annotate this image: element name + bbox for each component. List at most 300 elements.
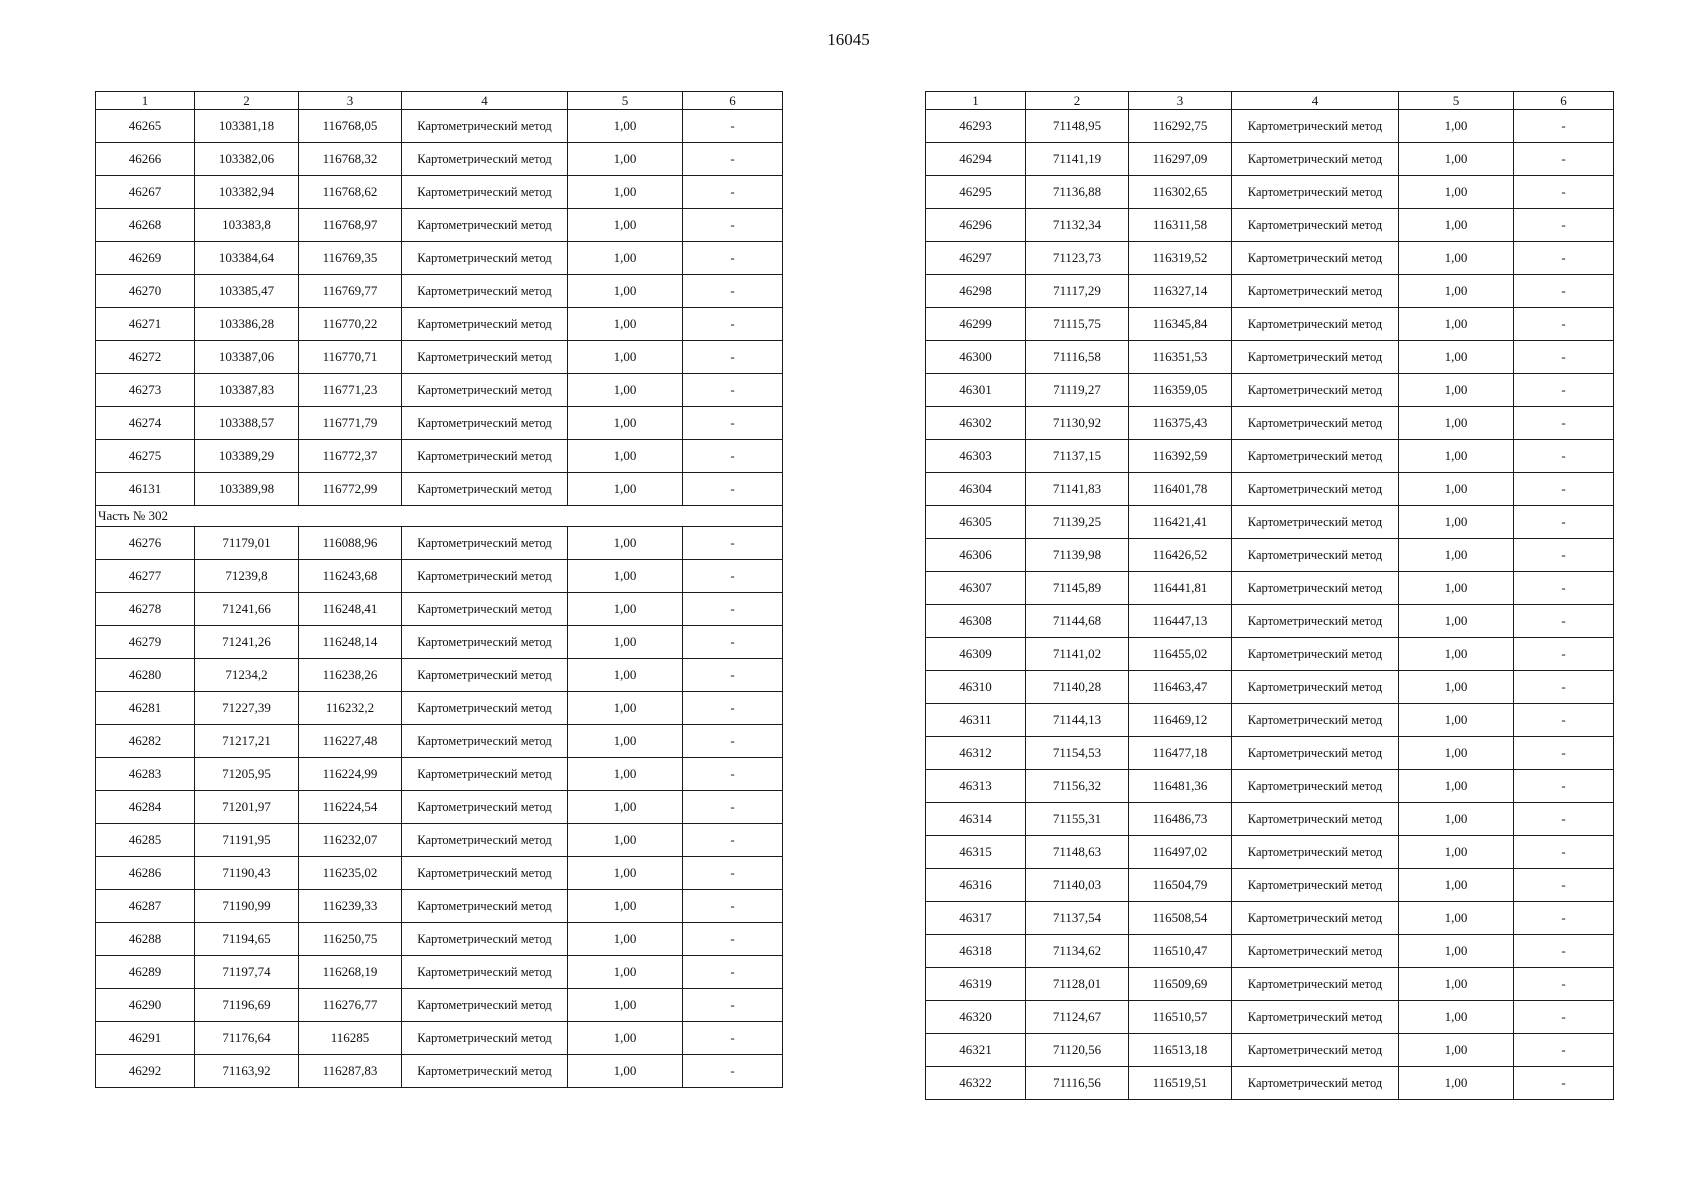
x-coordinate-cell: 71196,69 [195, 989, 299, 1022]
x-coordinate-cell: 103388,57 [195, 407, 299, 440]
precision-cell: 1,00 [568, 923, 683, 956]
precision-cell: 1,00 [568, 374, 683, 407]
description-cell: - [683, 176, 783, 209]
point-number-cell: 46305 [926, 506, 1026, 539]
description-cell: - [683, 440, 783, 473]
y-coordinate-cell: 116441,81 [1129, 572, 1232, 605]
description-cell: - [683, 758, 783, 791]
x-coordinate-cell: 103389,29 [195, 440, 299, 473]
table-row [96, 890, 783, 923]
method-cell: Картометрический метод [402, 242, 568, 275]
precision-cell: 1,00 [568, 956, 683, 989]
x-coordinate-cell: 71148,63 [1026, 836, 1129, 869]
x-coordinate-cell: 71116,56 [1026, 1067, 1129, 1100]
method-cell: Картометрический метод [402, 407, 568, 440]
point-number-cell: 46265 [96, 110, 195, 143]
precision-cell: 1,00 [568, 176, 683, 209]
point-number-cell: 46308 [926, 605, 1026, 638]
y-coordinate-cell: 116771,23 [299, 374, 402, 407]
x-coordinate-cell: 71140,03 [1026, 869, 1129, 902]
precision-cell: 1,00 [1399, 770, 1514, 803]
header-cell: 4 [1232, 92, 1399, 110]
point-number-cell: 46267 [96, 176, 195, 209]
header-cell: 5 [1399, 92, 1514, 110]
y-coordinate-cell: 116345,84 [1129, 308, 1232, 341]
precision-cell: 1,00 [1399, 374, 1514, 407]
precision-cell: 1,00 [1399, 671, 1514, 704]
method-cell: Картометрический метод [1232, 1034, 1399, 1067]
description-cell: - [1514, 341, 1614, 374]
method-cell: Картометрический метод [402, 593, 568, 626]
table-row [96, 1022, 783, 1055]
y-coordinate-cell: 116359,05 [1129, 374, 1232, 407]
y-coordinate-cell: 116088,96 [299, 527, 402, 560]
precision-cell: 1,00 [568, 791, 683, 824]
point-number-cell: 46271 [96, 308, 195, 341]
method-cell: Картометрический метод [1232, 506, 1399, 539]
point-number-cell: 46295 [926, 176, 1026, 209]
x-coordinate-cell: 103385,47 [195, 275, 299, 308]
method-cell: Картометрический метод [1232, 341, 1399, 374]
y-coordinate-cell: 116469,12 [1129, 704, 1232, 737]
x-coordinate-cell: 71137,54 [1026, 902, 1129, 935]
x-coordinate-cell: 71141,19 [1026, 143, 1129, 176]
point-number-cell: 46310 [926, 671, 1026, 704]
x-coordinate-cell: 71156,32 [1026, 770, 1129, 803]
description-cell: - [1514, 704, 1614, 737]
table-row [926, 1001, 1614, 1034]
precision-cell: 1,00 [1399, 209, 1514, 242]
method-cell: Картометрический метод [1232, 176, 1399, 209]
point-number-cell: 46283 [96, 758, 195, 791]
description-cell: - [683, 725, 783, 758]
description-cell: - [1514, 473, 1614, 506]
precision-cell: 1,00 [1399, 836, 1514, 869]
table-row [926, 209, 1614, 242]
x-coordinate-cell: 71154,53 [1026, 737, 1129, 770]
x-coordinate-cell: 71140,28 [1026, 671, 1129, 704]
x-coordinate-cell: 71137,15 [1026, 440, 1129, 473]
description-cell: - [683, 143, 783, 176]
precision-cell: 1,00 [568, 1022, 683, 1055]
table-row [96, 341, 783, 374]
point-number-cell: 46307 [926, 572, 1026, 605]
description-cell: - [1514, 836, 1614, 869]
method-cell: Картометрический метод [1232, 539, 1399, 572]
table-row [96, 692, 783, 725]
method-cell: Картометрический метод [1232, 770, 1399, 803]
x-coordinate-cell: 71116,58 [1026, 341, 1129, 374]
precision-cell: 1,00 [568, 1055, 683, 1088]
y-coordinate-cell: 116287,83 [299, 1055, 402, 1088]
y-coordinate-cell: 116519,51 [1129, 1067, 1232, 1100]
table-row [96, 824, 783, 857]
x-coordinate-cell: 71191,95 [195, 824, 299, 857]
precision-cell: 1,00 [1399, 1034, 1514, 1067]
method-cell: Картометрический метод [402, 440, 568, 473]
method-cell: Картометрический метод [402, 308, 568, 341]
table-row [926, 1067, 1614, 1100]
x-coordinate-cell: 71148,95 [1026, 110, 1129, 143]
description-cell: - [683, 308, 783, 341]
point-number-cell: 46277 [96, 560, 195, 593]
y-coordinate-cell: 116302,65 [1129, 176, 1232, 209]
description-cell: - [683, 110, 783, 143]
table-row [96, 593, 783, 626]
description-cell: - [1514, 110, 1614, 143]
x-coordinate-cell: 103381,18 [195, 110, 299, 143]
description-cell: - [1514, 308, 1614, 341]
precision-cell: 1,00 [1399, 638, 1514, 671]
point-number-cell: 46321 [926, 1034, 1026, 1067]
table-row [926, 869, 1614, 902]
y-coordinate-cell: 116497,02 [1129, 836, 1232, 869]
description-cell: - [683, 1022, 783, 1055]
header-cell: 4 [402, 92, 568, 110]
precision-cell: 1,00 [568, 692, 683, 725]
table-row [96, 275, 783, 308]
method-cell: Картометрический метод [402, 110, 568, 143]
y-coordinate-cell: 116769,77 [299, 275, 402, 308]
y-coordinate-cell: 116463,47 [1129, 671, 1232, 704]
point-number-cell: 46276 [96, 527, 195, 560]
method-cell: Картометрический метод [1232, 803, 1399, 836]
point-number-cell: 46296 [926, 209, 1026, 242]
description-cell: - [683, 956, 783, 989]
description-cell: - [683, 209, 783, 242]
precision-cell: 1,00 [568, 659, 683, 692]
y-coordinate-cell: 116248,41 [299, 593, 402, 626]
x-coordinate-cell: 71197,74 [195, 956, 299, 989]
header-cell: 5 [568, 92, 683, 110]
y-coordinate-cell: 116250,75 [299, 923, 402, 956]
y-coordinate-cell: 116486,73 [1129, 803, 1232, 836]
description-cell: - [1514, 176, 1614, 209]
x-coordinate-cell: 103383,8 [195, 209, 299, 242]
header-row [926, 92, 1614, 110]
description-cell: - [1514, 737, 1614, 770]
y-coordinate-cell: 116392,59 [1129, 440, 1232, 473]
y-coordinate-cell: 116477,18 [1129, 737, 1232, 770]
precision-cell: 1,00 [568, 527, 683, 560]
y-coordinate-cell: 116238,26 [299, 659, 402, 692]
point-number-cell: 46280 [96, 659, 195, 692]
x-coordinate-cell: 71120,56 [1026, 1034, 1129, 1067]
y-coordinate-cell: 116232,2 [299, 692, 402, 725]
y-coordinate-cell: 116513,18 [1129, 1034, 1232, 1067]
description-cell: - [1514, 770, 1614, 803]
method-cell: Картометрический метод [402, 1055, 568, 1088]
description-cell: - [1514, 803, 1614, 836]
precision-cell: 1,00 [1399, 1001, 1514, 1034]
y-coordinate-cell: 116770,71 [299, 341, 402, 374]
description-cell: - [683, 341, 783, 374]
method-cell: Картометрический метод [1232, 407, 1399, 440]
x-coordinate-cell: 71144,68 [1026, 605, 1129, 638]
description-cell: - [1514, 539, 1614, 572]
table-row [96, 143, 783, 176]
table-row [926, 308, 1614, 341]
x-coordinate-cell: 71130,92 [1026, 407, 1129, 440]
description-cell: - [1514, 638, 1614, 671]
description-cell: - [1514, 1001, 1614, 1034]
x-coordinate-cell: 71241,66 [195, 593, 299, 626]
point-number-cell: 46315 [926, 836, 1026, 869]
x-coordinate-cell: 71115,75 [1026, 308, 1129, 341]
y-coordinate-cell: 116375,43 [1129, 407, 1232, 440]
precision-cell: 1,00 [1399, 539, 1514, 572]
precision-cell: 1,00 [568, 308, 683, 341]
method-cell: Картометрический метод [402, 143, 568, 176]
point-number-cell: 46319 [926, 968, 1026, 1001]
y-coordinate-cell: 116768,97 [299, 209, 402, 242]
point-number-cell: 46289 [96, 956, 195, 989]
y-coordinate-cell: 116319,52 [1129, 242, 1232, 275]
description-cell: - [683, 692, 783, 725]
x-coordinate-cell: 71141,83 [1026, 473, 1129, 506]
x-coordinate-cell: 71205,95 [195, 758, 299, 791]
y-coordinate-cell: 116770,22 [299, 308, 402, 341]
point-number-cell: 46312 [926, 737, 1026, 770]
y-coordinate-cell: 116504,79 [1129, 869, 1232, 902]
point-number-cell: 46266 [96, 143, 195, 176]
precision-cell: 1,00 [1399, 143, 1514, 176]
x-coordinate-cell: 71239,8 [195, 560, 299, 593]
precision-cell: 1,00 [1399, 869, 1514, 902]
table-row [96, 956, 783, 989]
y-coordinate-cell: 116224,99 [299, 758, 402, 791]
method-cell: Картометрический метод [402, 989, 568, 1022]
table-row [926, 935, 1614, 968]
page-number: 16045 [827, 30, 870, 49]
table-row [926, 176, 1614, 209]
y-coordinate-cell: 116297,09 [1129, 143, 1232, 176]
precision-cell: 1,00 [1399, 935, 1514, 968]
y-coordinate-cell: 116232,07 [299, 824, 402, 857]
y-coordinate-cell: 116285 [299, 1022, 402, 1055]
x-coordinate-cell: 71217,21 [195, 725, 299, 758]
y-coordinate-cell: 116248,14 [299, 626, 402, 659]
precision-cell: 1,00 [1399, 506, 1514, 539]
x-coordinate-cell: 71190,99 [195, 890, 299, 923]
y-coordinate-cell: 116510,57 [1129, 1001, 1232, 1034]
table-row [926, 242, 1614, 275]
precision-cell: 1,00 [568, 725, 683, 758]
point-number-cell: 46313 [926, 770, 1026, 803]
point-number-cell: 46278 [96, 593, 195, 626]
left-table-body-a [96, 110, 783, 506]
point-number-cell: 46311 [926, 704, 1026, 737]
x-coordinate-cell: 71136,88 [1026, 176, 1129, 209]
method-cell: Картометрический метод [1232, 275, 1399, 308]
y-coordinate-cell: 116227,48 [299, 725, 402, 758]
x-coordinate-cell: 103382,94 [195, 176, 299, 209]
y-coordinate-cell: 116268,19 [299, 956, 402, 989]
method-cell: Картометрический метод [1232, 110, 1399, 143]
table-row [926, 440, 1614, 473]
method-cell: Картометрический метод [402, 560, 568, 593]
table-row [926, 803, 1614, 836]
method-cell: Картометрический метод [402, 692, 568, 725]
x-coordinate-cell: 71190,43 [195, 857, 299, 890]
x-coordinate-cell: 71179,01 [195, 527, 299, 560]
table-row [926, 374, 1614, 407]
precision-cell: 1,00 [1399, 605, 1514, 638]
table-row [96, 725, 783, 758]
y-coordinate-cell: 116768,62 [299, 176, 402, 209]
table-row [96, 308, 783, 341]
method-cell: Картометрический метод [1232, 902, 1399, 935]
method-cell: Картометрический метод [1232, 605, 1399, 638]
point-number-cell: 46309 [926, 638, 1026, 671]
precision-cell: 1,00 [1399, 407, 1514, 440]
table-row [926, 638, 1614, 671]
point-number-cell: 46320 [926, 1001, 1026, 1034]
x-coordinate-cell: 71128,01 [1026, 968, 1129, 1001]
description-cell: - [1514, 671, 1614, 704]
right-table-body [926, 110, 1614, 1100]
header-cell: 6 [683, 92, 783, 110]
left-coordinates-table [95, 91, 783, 1088]
y-coordinate-cell: 116351,53 [1129, 341, 1232, 374]
table-row [96, 758, 783, 791]
description-cell: - [683, 659, 783, 692]
y-coordinate-cell: 116771,79 [299, 407, 402, 440]
point-number-cell: 46293 [926, 110, 1026, 143]
description-cell: - [1514, 407, 1614, 440]
point-number-cell: 46322 [926, 1067, 1026, 1100]
method-cell: Картометрический метод [1232, 935, 1399, 968]
point-number-cell: 46302 [926, 407, 1026, 440]
description-cell: - [1514, 1067, 1614, 1100]
y-coordinate-cell: 116772,37 [299, 440, 402, 473]
precision-cell: 1,00 [1399, 110, 1514, 143]
precision-cell: 1,00 [568, 593, 683, 626]
right-coordinates-table [925, 91, 1614, 1100]
method-cell: Картометрический метод [1232, 638, 1399, 671]
precision-cell: 1,00 [1399, 308, 1514, 341]
y-coordinate-cell: 116426,52 [1129, 539, 1232, 572]
description-cell: - [1514, 605, 1614, 638]
method-cell: Картометрический метод [1232, 836, 1399, 869]
description-cell: - [1514, 506, 1614, 539]
method-cell: Картометрический метод [402, 176, 568, 209]
method-cell: Картометрический метод [1232, 869, 1399, 902]
y-coordinate-cell: 116447,13 [1129, 605, 1232, 638]
y-coordinate-cell: 116311,58 [1129, 209, 1232, 242]
method-cell: Картометрический метод [1232, 671, 1399, 704]
y-coordinate-cell: 116243,68 [299, 560, 402, 593]
point-number-cell: 46292 [96, 1055, 195, 1088]
y-coordinate-cell: 116509,69 [1129, 968, 1232, 1001]
y-coordinate-cell: 116239,33 [299, 890, 402, 923]
table-row [96, 176, 783, 209]
table-row [926, 473, 1614, 506]
description-cell: - [1514, 1034, 1614, 1067]
table-row [926, 1034, 1614, 1067]
y-coordinate-cell: 116772,99 [299, 473, 402, 506]
point-number-cell: 46285 [96, 824, 195, 857]
method-cell: Картометрический метод [402, 473, 568, 506]
x-coordinate-cell: 71155,31 [1026, 803, 1129, 836]
precision-cell: 1,00 [1399, 1067, 1514, 1100]
description-cell: - [683, 626, 783, 659]
precision-cell: 1,00 [568, 275, 683, 308]
table-row [926, 143, 1614, 176]
left-table-section [96, 506, 783, 527]
table-row [96, 857, 783, 890]
precision-cell: 1,00 [568, 407, 683, 440]
point-number-cell: 46298 [926, 275, 1026, 308]
method-cell: Картометрический метод [402, 923, 568, 956]
table-row [96, 209, 783, 242]
header-cell: 1 [96, 92, 195, 110]
table-row [926, 704, 1614, 737]
description-cell: - [1514, 572, 1614, 605]
method-cell: Картометрический метод [402, 527, 568, 560]
x-coordinate-cell: 71194,65 [195, 923, 299, 956]
x-coordinate-cell: 71119,27 [1026, 374, 1129, 407]
precision-cell: 1,00 [568, 989, 683, 1022]
table-row [926, 605, 1614, 638]
description-cell: - [683, 923, 783, 956]
method-cell: Картометрический метод [1232, 473, 1399, 506]
y-coordinate-cell: 116769,35 [299, 242, 402, 275]
point-number-cell: 46300 [926, 341, 1026, 374]
precision-cell: 1,00 [1399, 242, 1514, 275]
table-row [926, 407, 1614, 440]
point-number-cell: 46269 [96, 242, 195, 275]
table-row [96, 110, 783, 143]
method-cell: Картометрический метод [402, 824, 568, 857]
x-coordinate-cell: 71139,98 [1026, 539, 1129, 572]
method-cell: Картометрический метод [402, 791, 568, 824]
table-row [926, 506, 1614, 539]
point-number-cell: 46275 [96, 440, 195, 473]
precision-cell: 1,00 [1399, 176, 1514, 209]
precision-cell: 1,00 [1399, 737, 1514, 770]
header-row [96, 92, 783, 110]
precision-cell: 1,00 [1399, 968, 1514, 1001]
description-cell: - [683, 824, 783, 857]
header-cell: 3 [299, 92, 402, 110]
header-cell: 3 [1129, 92, 1232, 110]
table-row [96, 923, 783, 956]
point-number-cell: 46306 [926, 539, 1026, 572]
table-row [926, 539, 1614, 572]
precision-cell: 1,00 [568, 824, 683, 857]
header-cell: 2 [1026, 92, 1129, 110]
y-coordinate-cell: 116421,41 [1129, 506, 1232, 539]
method-cell: Картометрический метод [1232, 572, 1399, 605]
description-cell: - [1514, 275, 1614, 308]
x-coordinate-cell: 71132,34 [1026, 209, 1129, 242]
x-coordinate-cell: 103386,28 [195, 308, 299, 341]
method-cell: Картометрический метод [1232, 737, 1399, 770]
point-number-cell: 46291 [96, 1022, 195, 1055]
x-coordinate-cell: 71139,25 [1026, 506, 1129, 539]
header-cell: 6 [1514, 92, 1614, 110]
point-number-cell: 46284 [96, 791, 195, 824]
table-row [96, 527, 783, 560]
description-cell: - [683, 473, 783, 506]
point-number-cell: 46131 [96, 473, 195, 506]
x-coordinate-cell: 103387,83 [195, 374, 299, 407]
method-cell: Картометрический метод [402, 956, 568, 989]
method-cell: Картометрический метод [1232, 1067, 1399, 1100]
x-coordinate-cell: 71141,02 [1026, 638, 1129, 671]
table-row [96, 659, 783, 692]
